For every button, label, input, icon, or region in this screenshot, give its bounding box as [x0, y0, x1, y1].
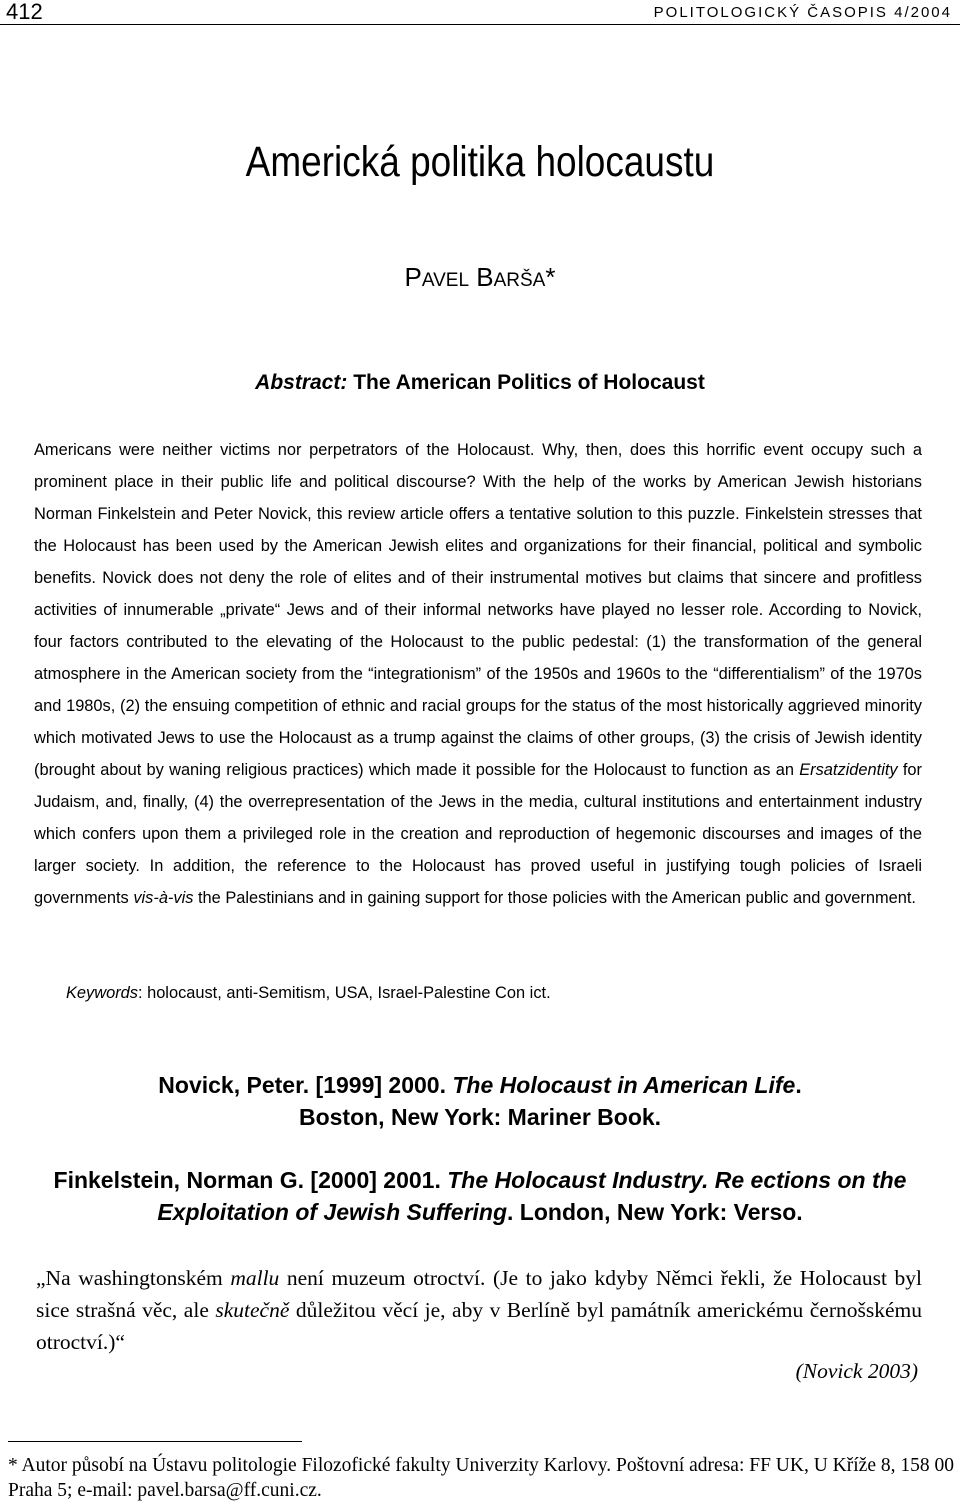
footnote: * Autor působí na Ústavu politologie Filozofické fakulty Univerzity Karlovy. Poštovní adresa: FF UK, U Kříže 8, 158 00 Praha 5; e-mail: pavel.barsa@ff.cuni.cz. [8, 1455, 954, 1501]
reference-publisher: Boston, New York: Mariner Book. [298, 1104, 662, 1130]
abstract-body [34, 434, 922, 914]
abstract-text-2: for Judaism, and, finally, (4) the overrepresentation of the Jews in the media, cultural institutions and entertainment industry which confers upon them a privileged role in the creation and reproduction of hegemonic discourses and images of the larger society. In addition, the reference to the Holocaust has proved useful in justifying tough policies of Israeli governments [34, 761, 922, 907]
header-rule [0, 24, 960, 25]
reference-line [0, 1164, 960, 1196]
epigraph-quote [36, 1262, 922, 1358]
epigraph-text-3: důležitou věcí je, aby v Berlíně byl památník americkému černošskému otroctví.)“ [36, 1298, 923, 1354]
abstract-italic-2: vis-à-vis [133, 889, 194, 907]
author-last-initial: B [476, 262, 494, 292]
reference-punct: . [795, 1072, 802, 1098]
epigraph-italic-2: skutečně [215, 1298, 290, 1322]
author-name [0, 262, 960, 296]
abstract-title: The American Politics of Holocaust [353, 371, 705, 394]
abstract-text-1: Americans were neither victims nor perpetrators of the Holocaust. Why, then, does this horrific event occupy such a prominent place in their public life and political discourse? With the help of the works by American Jewish historians Norman Finkelstein and Peter Novick, this review article offers a tentative solution to this puzzle. Finkelstein stresses that the Holocaust has been used by the American Jewish elites and organizations for their financial, political and symbolic benefits. Novick does not deny the role of elites and of their instrumental motives but claims that sincere and profitless activities of innumerable „private“ Jews and of their informal networks have played no lesser role. According to Novick, four factors contributed to the elevating of the Holocaust to the public pedestal: (1) the transformation of the general atmosphere in the American society from the “integrationism” of the 1950s and 1960s to the “differentialism” of the 1970s and 1980s, (2) the ensuing competition of ethnic and racial groups for the status of the most historically aggrieved minority which motivated Jews to use the Holocaust as a trump against the claims of other groups, (3) the crisis of Jewish identity (brought about by waning religious practices) which made it possible for the Holocaust to function as an [34, 441, 922, 779]
reference-line [0, 1069, 960, 1101]
keywords-label: Keywords [66, 984, 138, 1002]
epigraph-text-2: není muzeum otroctví. (Je to jako kdyby Němci řekli, že Holocaust byl sice strašná věc, ale [36, 1266, 922, 1322]
abstract-label: Abstract: [255, 371, 348, 394]
abstract-text-3: the Palestinians and in gaining support for those policies with the American public and government. [198, 889, 916, 907]
footnote-rule [8, 1441, 302, 1442]
epigraph-source: (Novick 2003) [795, 1359, 918, 1383]
author-first-initial: P [404, 262, 422, 292]
reference-novick [0, 1069, 960, 1133]
reference-publisher: . London, New York: Verso. [507, 1199, 803, 1225]
journal-name: POLITOLOGICKÝ ČASOPIS 4/2004 [653, 4, 952, 21]
author-footnote-marker: * [545, 262, 556, 292]
abstract-paragraph [34, 434, 922, 914]
reference-book-title: The Holocaust in American Life [452, 1072, 796, 1098]
reference-book-title: The Holocaust Industry. Re ections on the [447, 1167, 907, 1193]
page-header [0, 0, 960, 24]
reference-finkelstein [0, 1164, 960, 1228]
reference-author: Finkelstein, Norman G. [2000] 2001. [53, 1167, 448, 1193]
author-last-rest: ARŠA [493, 270, 546, 291]
page-number: 412 [6, 0, 43, 24]
author-first-rest: AVEL [421, 270, 470, 291]
reference-author: Novick, Peter. [1999] 2000. [158, 1072, 453, 1098]
reference-line-2 [0, 1196, 960, 1228]
reference-book-subtitle: Exploitation of Jewish Suffering [157, 1199, 508, 1225]
keywords-list: : holocaust, anti-Semitism, USA, Israel-Palestine Con ict. [137, 984, 551, 1002]
keywords [66, 982, 551, 1004]
article-title: Americká politika holocaustu [245, 138, 715, 186]
abstract-heading [0, 370, 960, 396]
abstract-italic-1: Ersatzidentity [799, 761, 898, 779]
epigraph-italic-1: mallu [230, 1266, 280, 1290]
epigraph-text-1: „Na washingtonském [36, 1266, 223, 1290]
